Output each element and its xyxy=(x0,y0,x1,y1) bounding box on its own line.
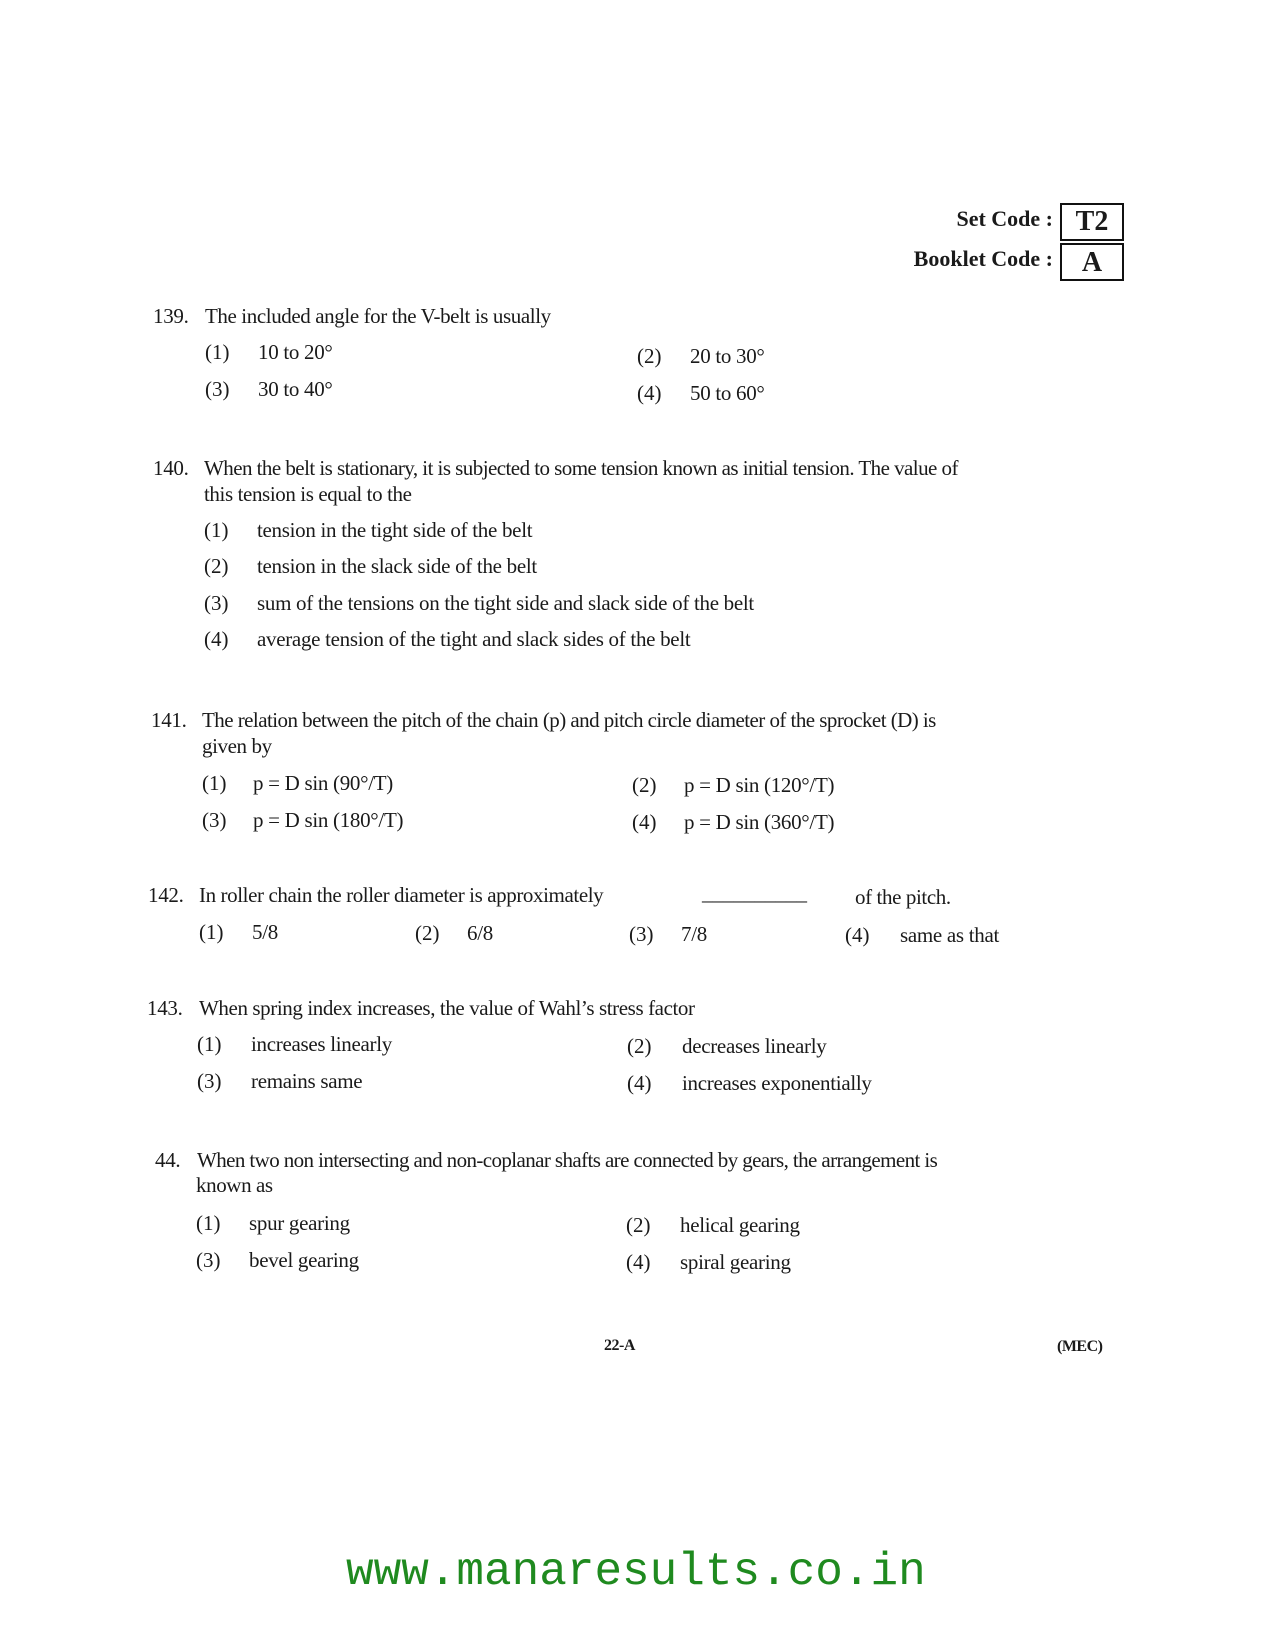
question-number: 141. xyxy=(151,708,187,732)
option-text: average tension of the tight and slack sides of the belt xyxy=(257,627,691,651)
option-label: (3) xyxy=(197,1069,222,1093)
question-number: 140. xyxy=(153,456,189,480)
option-label: (3) xyxy=(204,591,229,615)
option-label: (2) xyxy=(627,1034,652,1058)
option-label: (1) xyxy=(202,771,227,795)
page-code: 22-A xyxy=(604,1337,635,1354)
option-label: (1) xyxy=(196,1211,221,1235)
subject-code: (MEC) xyxy=(1057,1338,1103,1355)
option-text: tension in the tight side of the belt xyxy=(257,518,533,542)
option-label: (1) xyxy=(205,340,230,364)
option-text: helical gearing xyxy=(680,1213,800,1237)
option-label: (4) xyxy=(845,923,870,947)
option-text: bevel gearing xyxy=(249,1248,359,1272)
question-number: 143. xyxy=(147,996,183,1020)
option-label: (3) xyxy=(629,922,654,946)
option-text: spiral gearing xyxy=(680,1250,791,1274)
option-label: (3) xyxy=(205,377,230,401)
option-label: (4) xyxy=(627,1071,652,1095)
option-label: (2) xyxy=(204,554,229,578)
set-code-label: Set Code : xyxy=(956,206,1053,231)
set-code-box: T2 xyxy=(1060,203,1124,241)
question-number: 44. xyxy=(155,1148,181,1172)
option-text: 7/8 xyxy=(681,922,707,946)
question-text-cont: this tension is equal to the xyxy=(204,482,412,506)
question-text-cont: of the pitch. xyxy=(855,885,951,909)
question-text: When spring index increases, the value of Wahl’s stress factor xyxy=(199,996,695,1020)
option-label: (1) xyxy=(199,920,224,944)
option-text: p = D sin (360°/T) xyxy=(684,810,835,834)
option-text: 5/8 xyxy=(252,920,278,944)
question-text: The relation between the pitch of the chain (p) and pitch circle diameter of the sprocket (D) is xyxy=(202,708,936,732)
question-text-cont: known as xyxy=(196,1173,273,1197)
option-text: sum of the tensions on the tight side and slack side of the belt xyxy=(257,591,754,615)
option-text: increases exponentially xyxy=(682,1071,872,1095)
watermark-url: www.manaresults.co.in xyxy=(346,1546,926,1598)
option-text: p = D sin (180°/T) xyxy=(253,808,404,832)
option-text: 30 to 40° xyxy=(258,377,333,401)
option-label: (3) xyxy=(202,808,227,832)
booklet-code-box: A xyxy=(1060,243,1124,281)
question-number: 139. xyxy=(153,304,189,328)
option-label: (1) xyxy=(204,518,229,542)
option-text: decreases linearly xyxy=(682,1034,827,1058)
option-label: (4) xyxy=(626,1250,651,1274)
booklet-code-label: Booklet Code : xyxy=(913,246,1053,271)
option-label: (4) xyxy=(204,627,229,651)
option-label: (2) xyxy=(632,773,657,797)
option-label: (4) xyxy=(632,810,657,834)
question-text: The included angle for the V-belt is usually xyxy=(205,304,551,328)
question-text: When the belt is stationary, it is subjected to some tension known as initial tension. The value of xyxy=(204,456,958,480)
question-text-cont: given by xyxy=(202,734,272,758)
option-text: 6/8 xyxy=(467,921,493,945)
option-label: (3) xyxy=(196,1248,221,1272)
option-label: (2) xyxy=(415,921,440,945)
option-label: (1) xyxy=(197,1032,222,1056)
option-label: (4) xyxy=(637,381,662,405)
question-number: 142. xyxy=(148,883,184,907)
option-text: remains same xyxy=(251,1069,363,1093)
option-text: spur gearing xyxy=(249,1211,350,1235)
option-text: increases linearly xyxy=(251,1032,392,1056)
answer-blank: __________ xyxy=(702,881,807,905)
option-label: (2) xyxy=(637,344,662,368)
option-label: (2) xyxy=(626,1213,651,1237)
question-text: In roller chain the roller diameter is approximately xyxy=(199,883,604,907)
option-text: 50 to 60° xyxy=(690,381,765,405)
option-text: same as that xyxy=(900,923,1000,947)
question-text: When two non intersecting and non-coplanar shafts are connected by gears, the arrangement is xyxy=(197,1148,938,1172)
option-text: p = D sin (90°/T) xyxy=(253,771,393,795)
option-text: 10 to 20° xyxy=(258,340,333,364)
option-text: tension in the slack side of the belt xyxy=(257,554,537,578)
option-text: 20 to 30° xyxy=(690,344,765,368)
option-text: p = D sin (120°/T) xyxy=(684,773,835,797)
